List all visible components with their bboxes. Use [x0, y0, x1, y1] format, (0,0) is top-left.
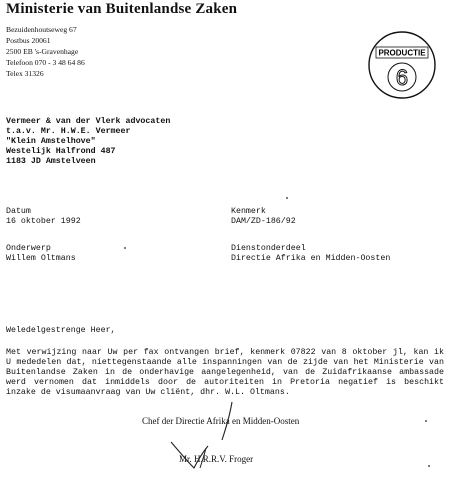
recipient-line-building: "Klein Amstelhove" — [6, 137, 96, 146]
address-line-street: Bezuidenhoutseweg 67 — [6, 25, 77, 34]
onderwerp-block — [6, 244, 81, 264]
recipient-address — [6, 117, 170, 167]
address-line-phone: Telefoon 070 - 3 48 64 86 — [6, 58, 85, 67]
meta-left-column — [6, 207, 81, 281]
sender-address — [6, 24, 85, 79]
stamp-seal — [367, 30, 437, 100]
dienstonderdeel-value: Directie Afrika en Midden-Oosten — [231, 254, 391, 263]
kenmerk-block — [231, 207, 390, 227]
datum-block — [6, 207, 81, 227]
recipient-line-street: Westelijk Halfrond 487 — [6, 147, 116, 156]
margin-speck — [428, 465, 430, 467]
letter-body: Met verwijzing naar Uw per fax ontvangen brief, kenmerk 07822 van 8 oktober jl, kan ik U mededelen dat, niettegenstaande alle inspanningen van de zijde van het Ministerie van Buitenlandse Zaken in de onderhavige aangelegenheid, van de Zuidafrikaanse ambassade werd vernomen dat inmiddels door de autoriteiten in Pretoria negatief is beschikt inzake de visumaanvraag van Uw cliënt, dhr. W.L. Oltmans. — [6, 348, 444, 397]
onderwerp-label: Onderwerp — [6, 244, 51, 253]
ministry-title: Ministerie van Buitenlandse Zaken — [6, 1, 238, 17]
kenmerk-label: Kenmerk — [231, 207, 266, 216]
kenmerk-value: DAM/ZD-186/92 — [231, 217, 296, 226]
recipient-line-city: 1183 JD Amstelveen — [6, 157, 96, 166]
margin-speck — [425, 420, 427, 422]
productie-stamp — [367, 30, 437, 100]
datum-label: Datum — [6, 207, 31, 216]
salutation: Weledelgestrenge Heer, — [6, 326, 116, 335]
datum-value: 16 oktober 1992 — [6, 217, 81, 226]
recipient-line-attention: t.a.v. Mr. H.W.E. Vermeer — [6, 127, 131, 136]
address-line-postbus: Postbus 20061 — [6, 36, 51, 45]
margin-speck — [286, 197, 288, 199]
stamp-label: PRODUCTIE — [378, 48, 426, 58]
address-line-telex: Telex 31326 — [6, 69, 44, 78]
stamp-number: 6 — [395, 65, 409, 90]
address-line-city: 2500 EB 's-Gravenhage — [6, 47, 79, 56]
meta-right-column — [231, 207, 390, 281]
onderwerp-value: Willem Oltmans — [6, 254, 76, 263]
dienstonderdeel-label: Dienstonderdeel — [231, 244, 306, 253]
signatory-title: Chef der Directie Afrika en Midden-Oosten — [142, 416, 300, 426]
signatory-name: Mr. H.R.R.V. Froger — [179, 454, 254, 464]
margin-speck — [124, 247, 126, 249]
dienstonderdeel-block — [231, 244, 390, 264]
recipient-line-firm: Vermeer & van der Vlerk advocaten — [6, 117, 171, 126]
